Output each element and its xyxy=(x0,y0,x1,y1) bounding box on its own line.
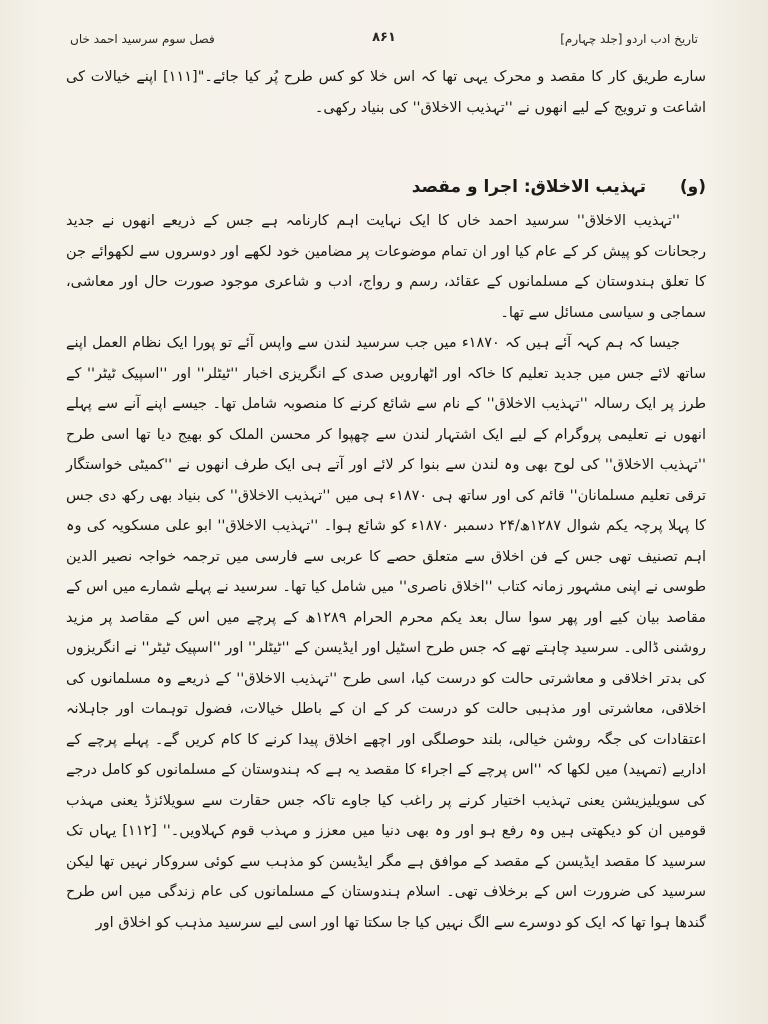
running-head-chapter-title: فصل سوم سرسید احمد خاں xyxy=(70,32,215,46)
paragraph: ''تہذیب الاخلاق'' سرسید احمد خاں کا ایک نہایت اہم کارنامہ ہے جس کے ذریعے انھوں نے جدید رجحانات کو پیش کر کے عام کیا اور ان تمام موضوعات پر مضامین خود لکھے اور دوسروں سے لکھوائے جن کا تعلق ہندوستان کے مسلمانوں کے عقائد، رسم و رواج، ادب و شاعری موجود صورت حال اور معاشی، سماجی و سیاسی مسائل سے تھا۔ xyxy=(66,213,706,321)
page-number: ۸۶۱ xyxy=(372,30,396,45)
paragraph: جیسا کہ ہم کہہ آئے ہیں کہ ۱۸۷۰ء میں جب سرسید لندن سے واپس آئے تو پورا ایک نظام العمل اپنے ساتھ لائے جس میں جدید تعلیم کا خاکہ اور اٹھارویں صدی کے انگریزی اخبار ''ٹیٹلر'' اور ''اسپیک ٹیٹر'' کے طرز پر ایک رسالہ ''تہذیب الاخلاق'' کے نام سے شائع کرنے کا منصوبہ شامل تھا۔ جیسے اپنے آنے سے پہلے انھوں نے تعلیمی پروگرام کے لیے ایک اشتہار لندن سے چھپوا کر محسن الملک کو بھیج دیا تھا اسی طرح ''تہذیب الاخلاق'' کی لوح بھی وہ لندن سے بنوا کر لائے اور آتے ہی ایک طرف انھوں نے ''کمیٹی خواستگار ترقی تعلیم مسلمانان'' قائم کی اور ساتھ ہی ۱۸۷۰ء ہی میں ''تہذیب الاخلاق'' کی بنیاد بھی رکھ دی جس کا پہلا پرچہ یکم شوال ۱۲۸۷ھ/۲۴ دسمبر ۱۸۷۰ء کو شائع ہوا۔ ''تہذیب الاخلاق'' ابو علی مسکویہ کی وہ اہم تصنیف تھی جس کے فن اخلاق سے متعلق حصے کا عربی سے فارسی میں ترجمہ خواجہ نصیر الدین طوسی نے اپنی مشہور زمانہ کتاب ''اخلاق ناصری'' میں شامل کیا تھا۔ سرسید نے پہلے شمارے میں اس کے مقاصد بیان کیے اور پھر سوا سال بعد یکم محرم الحرام ۱۲۸۹ھ کے پرچے میں اس کے مقاصد پر مزید روشنی ڈالی۔ سرسید چاہتے تھے کہ جس طرح اسٹیل اور ایڈیسن کے ''ٹیٹلر'' اور ''اسپیک ٹیٹر'' نے انگریزوں کی بدتر اخلاقی و معاشرتی حالت کو درست کیا، اسی طرح ''تہذیب الاخلاق'' کے ذریعے وہ مسلمانوں کی اخلاقی، معاشرتی اور مذہبی حالت کو درست کر کے ان کے باطل خیالات، فضول توہمات اور جاہلانہ اعتقادات کی جگہ روشن خیالی، بلند حوصلگی اور اچھے اخلاق پیدا کرنے کا کام کریں گے۔ پہلے پرچے کے اداریے (تمہید) میں لکھا کہ ''اس پرچے کے اجراء کا مقصد یہ ہے کہ ہندوستان کے مسلمانوں کو کامل درجے کی سویلیزیشن یعنی تہذیب اختیار کرنے پر راغب کیا جاوے تاکہ جس حقارت سے سویلائزڈ یعنی مہذب قومیں ان کو دیکھتی ہیں وہ رفع ہو اور وہ بھی دنیا میں معزز و مہذب قوم کہلاویں۔'' [۱۱۲] یہاں تک سرسید کا مقصد ایڈیسن کے مقصد کے موافق ہے مگر ایڈیسن کو مذہب سے کوئی سروکار نہیں تھا لیکن سرسید کی ضرورت اس کے برخلاف تھی۔ اسلام ہندوستان کے مسلمانوں کی عام زندگی میں اس طرح گندھا ہوا تھا کہ ایک کو دوسرے سے الگ نہیں کیا جا سکتا تھا اور اسی لیے سرسید مذہب کو اخلاق اور xyxy=(66,335,706,931)
main-text xyxy=(66,206,706,938)
section-title: تہذیب الاخلاق: اجرا و مقصد xyxy=(411,177,646,197)
running-head-book-title: تاریخ ادب اردو [جلد چہارم] xyxy=(560,32,698,46)
intro-paragraph xyxy=(66,62,706,123)
running-head xyxy=(70,28,698,54)
section-heading xyxy=(66,172,706,202)
intro-paragraph-text: سارے طریق کار کا مقصد و محرک یہی تھا کہ اس خلا کو کس طرح پُر کیا جائے۔"[۱۱۱] اپنے خیالات کی اشاعت و ترویج کے لیے انھوں نے ''تہذیب الاخلاق'' کی بنیاد رکھی۔ xyxy=(66,69,706,116)
section-marker: (و) xyxy=(679,177,706,197)
